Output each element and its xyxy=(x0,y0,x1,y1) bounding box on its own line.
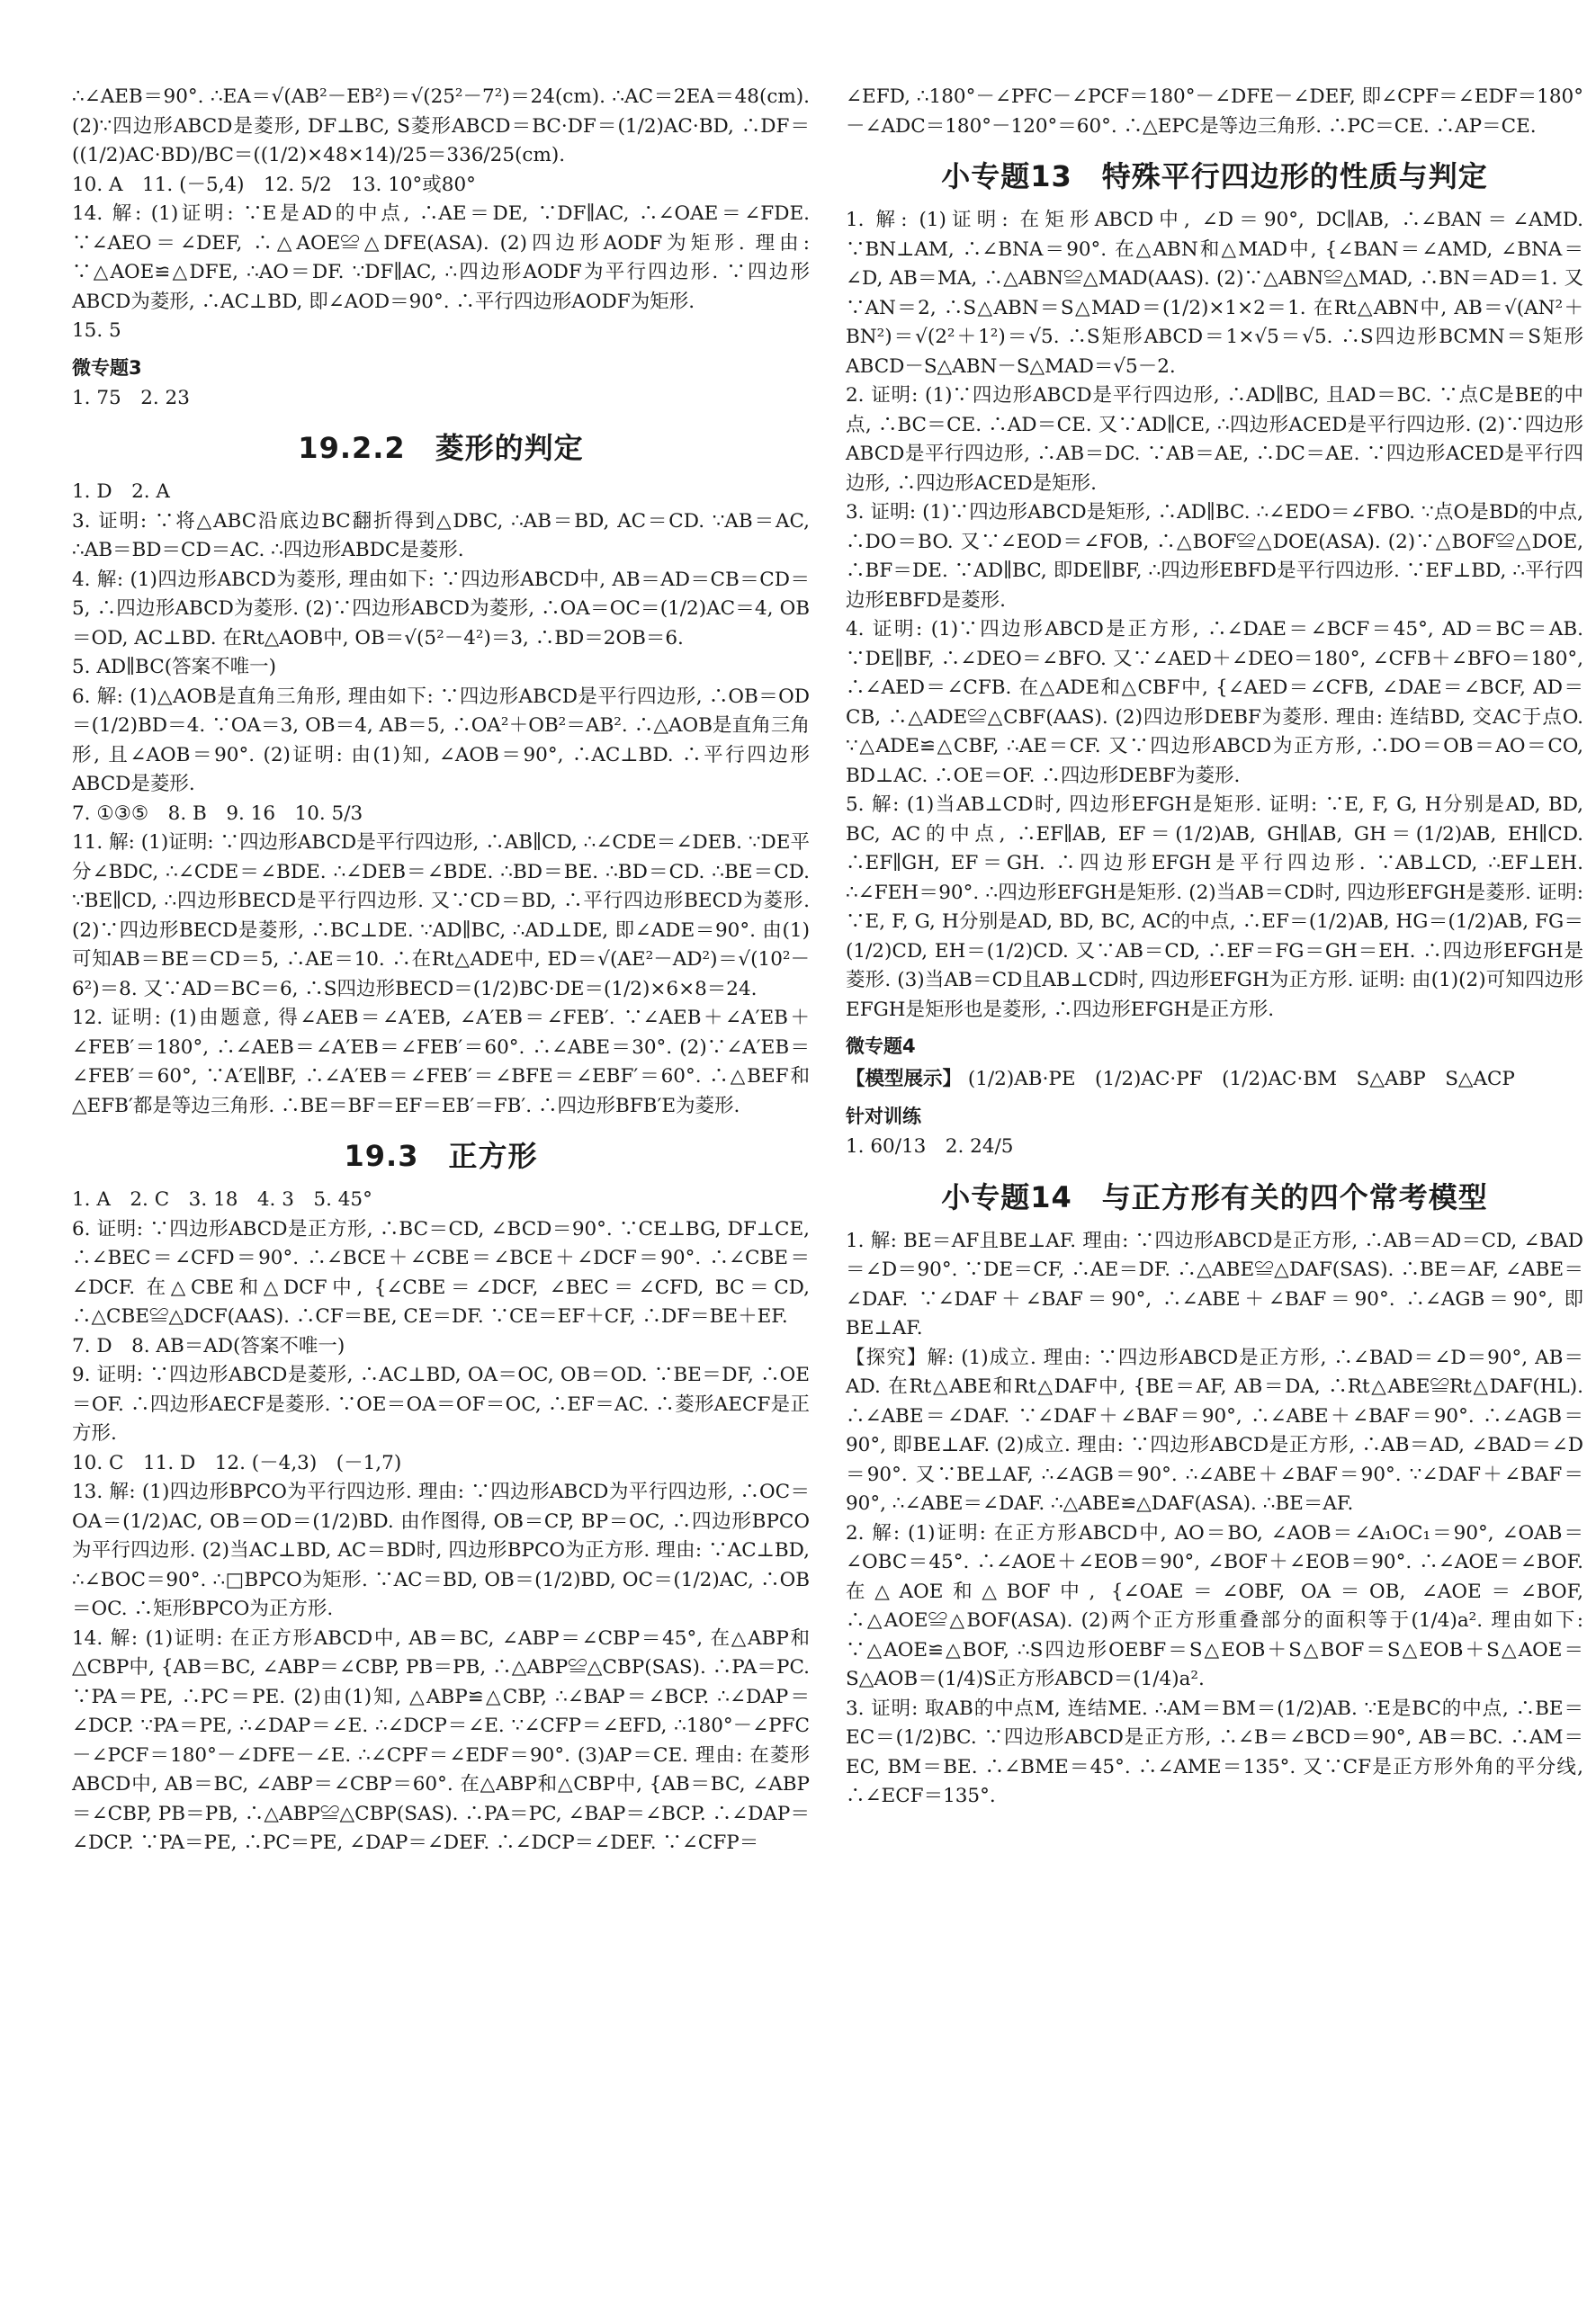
answer-paragraph: 4. 解: (1)四边形ABCD为菱形, 理由如下: ∵四边形ABCD中, AB＝AD＝CB＝CD＝5, ∴四边形ABCD为菱形. (2)∵四边形ABCD为菱形, ∴OA＝OC＝(1/2)AC＝4, OB＝OD, AC⊥BD. 在Rt△AOB中, OB＝√(5²－4²)＝3, ∴BD＝2OB＝6. xyxy=(72,568,810,649)
answer-paragraph: 15. 5 xyxy=(72,319,121,342)
answer-paragraph: 1. A 2. C 3. 18 4. 3 5. 45° xyxy=(72,1188,372,1211)
right-column xyxy=(846,83,1583,1812)
section-heading: 小专题13 特殊平行四边形的性质与判定 xyxy=(941,159,1488,193)
answer-paragraph: ∴∠AEB＝90°. ∴EA＝√(AB²－EB²)＝√(25²－7²)＝24(cm). ∴AC＝2EA＝48(cm). (2)∵四边形ABCD是菱形, DF⊥BC, S菱形ABCD＝BC·DF＝(1/2)AC·BD, ∴DF＝((1/2)AC·BD)/BC＝((1/2)×48×14)/25＝336/25(cm). xyxy=(72,85,810,166)
answer-paragraph: 2. 解: (1)证明: 在正方形ABCD中, AO＝BO, ∠AOB＝∠A₁OC₁＝90°, ∠OAB＝∠OBC＝45°. ∴∠AOE＋∠EOB＝90°, ∠BOF＋∠EOB＝90°. ∴∠AOE＝∠BOF. 在△AOE和△BOF中, {∠OAE＝∠OBF, OA＝OB, ∠AOE＝∠BOF, ∴△AOE≌△BOF(ASA). (2)两个正方形重叠部分的面积等于(1/4)a². 理由如下: ∵△AOE≌△BOF, ∴S四边形OEBF＝S△EOB＋S△BOF＝S△EOB＋S△AOE＝S△AOB＝(1/4)S正方形ABCD＝(1/4)a². xyxy=(846,1521,1583,1690)
model-text: (1/2)AB·PE (1/2)AC·PF (1/2)AC·BM S△ABP S△ACP xyxy=(967,1068,1515,1090)
answer-paragraph: ∠EFD, ∴180°－∠PFC－∠PCF＝180°－∠DFE－∠DEF, 即∠CPF＝∠EDF＝180°－∠ADC＝180°－120°＝60°. ∴△EPC是等边三角形. ∴PC＝CE. ∴AP＝CE. xyxy=(846,85,1583,138)
model-display xyxy=(846,1064,1583,1095)
answer-paragraph: 2. 证明: (1)∵四边形ABCD是平行四边形, ∴AD∥BC, 且AD＝BC. ∵点C是BE的中点, ∴BC＝CE. ∴AD＝CE. 又∵AD∥CE, ∴四边形ACED是平行四边形. (2)∵四边形ABCD是平行四边形, ∴AB＝DC. ∵AB＝AE, ∴DC＝AE. ∵四边形ACED是平行四边形, ∴四边形ACED是矩形. xyxy=(846,384,1583,495)
sub-heading: 微专题4 xyxy=(846,1035,916,1057)
section-heading: 19.2.2 菱形的判定 xyxy=(298,431,584,465)
section-heading: 19.3 正方形 xyxy=(344,1139,538,1173)
answer-paragraph: 1. 解: BE＝AF且BE⊥AF. 理由: ∵四边形ABCD是正方形, ∴AB＝AD＝CD, ∠BAD＝∠D＝90°. ∵DE＝CF, ∴AE＝DF. ∴△ABE≌△DAF(SAS). ∴BE＝AF, ∠ABE＝∠DAF. ∵∠DAF＋∠BAF＝90°, ∴∠ABE＋∠BAF＝90°. ∴∠AGB＝90°, 即BE⊥AF. xyxy=(846,1229,1583,1339)
answer-paragraph: 1. 解: (1)证明: 在矩形ABCD中, ∠D＝90°, DC∥AB, ∴∠BAN＝∠AMD. ∵BN⊥AM, ∴∠BNA＝90°. 在△ABN和△MAD中, {∠BAN＝∠AMD, ∠BNA＝∠D, AB＝MA, ∴△ABN≌△MAD(AAS). (2)∵△ABN≌△MAD, ∴BN＝AD＝1. 又∵AN＝2, ∴S△ABN＝S△MAD＝(1/2)×1×2＝1. 在Rt△ABN中, AB＝√(AN²＋BN²)＝√(2²＋1²)＝√5. ∴S矩形ABCD＝1×√5＝√5. ∴S四边形BCMN＝S矩形ABCD－S△ABN－S△MAD＝√5－2. xyxy=(846,209,1583,378)
answer-paragraph: 3. 证明: ∵将△ABC沿底边BC翻折得到△DBC, ∴AB＝BD, AC＝CD. ∵AB＝AC, ∴AB＝BD＝CD＝AC. ∴四边形ABDC是菱形. xyxy=(72,509,810,561)
section-heading: 小专题14 与正方形有关的四个常考模型 xyxy=(941,1179,1488,1214)
answer-paragraph: 10. A 11. (－5,4) 12. 5/2 13. 10°或80° xyxy=(72,173,476,196)
answer-paragraph: 10. C 11. D 12. (－4,3) (－1,7) xyxy=(72,1451,402,1474)
sub-heading: 微专题3 xyxy=(72,356,142,379)
answer-paragraph: 3. 证明: 取AB的中点M, 连结ME. ∴AM＝BM＝(1/2)AB. ∵E是BC的中点, ∴BE＝EC＝(1/2)BC. ∵四边形ABCD是正方形, ∴∠B＝∠BCD＝90°, AB＝BC. ∴AM＝EC, BM＝BE. ∴∠BME＝45°. ∴∠AME＝135°. 又∵CF是正方形外角的平分线, ∴∠ECF＝135°. xyxy=(846,1697,1583,1807)
answer-paragraph: 1. 75 2. 23 xyxy=(72,386,190,409)
sub-heading: 针对训练 xyxy=(846,1106,921,1127)
answer-paragraph: 12. 证明: (1)由题意, 得∠AEB＝∠A′EB, ∠A′EB＝∠FEB′. ∵∠AEB＋∠A′EB＋∠FEB′＝180°, ∴∠AEB＝∠A′EB＝∠FEB′＝60°. ∴∠ABE＝30°. (2)∵∠A′EB＝∠FEB′＝60°, ∵A′E∥BF, ∴∠A′EB＝∠FEB′＝∠BFE＝∠EBF′＝60°. ∴△BEF和△EFB′都是等边三角形. ∴BE＝BF＝EF＝EB′＝FB′. ∴四边形BFB′E为菱形. xyxy=(72,1007,810,1117)
answer-paragraph: 5. AD∥BC(答案不唯一) xyxy=(72,656,276,678)
answer-paragraph: 1. D 2. A xyxy=(72,480,170,503)
model-tag: 【模型展示】 xyxy=(846,1068,963,1090)
answer-paragraph: 11. 解: (1)证明: ∵四边形ABCD是平行四边形, ∴AB∥CD, ∴∠CDE＝∠DEB. ∵DE平分∠BDC, ∴∠CDE＝∠BDE. ∴∠DEB＝∠BDE. ∴BD＝BE. ∴BD＝CD. ∴BE＝CD. ∵BE∥CD, ∴四边形BECD是平行四边形. 又∵CD＝BD, ∴平行四边形BECD为菱形. (2)∵四边形BECD是菱形, ∴BC⊥DE. ∵AD∥BC, ∴AD⊥DE, 即∠ADE＝90°. 由(1)可知AB＝BE＝CD＝5, ∴AE＝10. ∴在Rt△ADE中, ED＝√(AE²－AD²)＝√(10²－6²)＝8. 又∵AD＝BC＝6, ∴S四边形BECD＝(1/2)BC·DE＝(1/2)×6×8＝24. xyxy=(72,831,810,1000)
left-column xyxy=(72,83,810,1859)
answer-paragraph: 7. D 8. AB＝AD(答案不唯一) xyxy=(72,1334,345,1357)
answer-paragraph: 1. 60/13 2. 24/5 xyxy=(846,1135,1014,1158)
answer-paragraph: 7. ①③⑤ 8. B 9. 16 10. 5/3 xyxy=(72,802,363,825)
answer-paragraph: 3. 证明: (1)∵四边形ABCD是矩形, ∴AD∥BC. ∴∠EDO＝∠FBO. ∵点O是BD的中点, ∴DO＝BO. 又∵∠EOD＝∠FOB, ∴△BOF≌△DOE(ASA). (2)∵△BOF≌△DOE, ∴BF＝DE. ∵AD∥BC, 即DE∥BF, ∴四边形EBFD是平行四边形. ∵EF⊥BD, ∴平行四边形EBFD是菱形. xyxy=(846,501,1583,612)
answer-paragraph: 6. 证明: ∵四边形ABCD是正方形, ∴BC＝CD, ∠BCD＝90°. ∵CE⊥BG, DF⊥CE, ∴∠BEC＝∠CFD＝90°. ∴∠BCE＋∠CBE＝∠BCE＋∠DCF＝90°. ∴∠CBE＝∠DCF. 在△CBE和△DCF中, {∠CBE＝∠DCF, ∠BEC＝∠CFD, BC＝CD, ∴△CBE≌△DCF(AAS). ∴CF＝BE, CE＝DF. ∵CE＝EF＋CF, ∴DF＝BE＋EF. xyxy=(72,1217,810,1328)
answer-paragraph: 9. 证明: ∵四边形ABCD是菱形, ∴AC⊥BD, OA＝OC, OB＝OD. ∵BE＝DF, ∴OE＝OF. ∴四边形AECF是菱形. ∵OE＝OA＝OF＝OC, ∴EF＝AC. ∴菱形AECF是正方形. xyxy=(72,1364,810,1445)
answer-paragraph: 14. 解: (1)证明: 在正方形ABCD中, AB＝BC, ∠ABP＝∠CBP＝45°, 在△ABP和△CBP中, {AB＝BC, ∠ABP＝∠CBP, PB＝PB, ∴△ABP≌△CBP(SAS). ∴PA＝PC. ∵PA＝PE, ∴PC＝PE. (2)由(1)知, △ABP≌△CBP, ∴∠BAP＝∠BCP. ∴∠DAP＝∠DCP. ∵PA＝PE, ∴∠DAP＝∠E. ∴∠DCP＝∠E. ∵∠CFP＝∠EFD, ∴180°－∠PFC－∠PCF＝180°－∠DFE－∠E. ∴∠CPF＝∠EDF＝90°. (3)AP＝CE. 理由: 在菱形ABCD中, AB＝BC, ∠ABP＝∠CBP＝60°. 在△ABP和△CBP中, {AB＝BC, ∠ABP＝∠CBP, PB＝PB, ∴△ABP≌△CBP(SAS). ∴PA＝PC, ∠BAP＝∠BCP. ∴∠DAP＝∠DCP. ∵PA＝PE, ∴PC＝PE, ∠DAP＝∠DEF. ∴∠DCP＝∠DEF. ∵∠CFP＝ xyxy=(72,1626,810,1854)
answer-paragraph: 13. 解: (1)四边形BPCO为平行四边形. 理由: ∵四边形ABCD为平行四边形, ∴OC＝OA＝(1/2)AC, OB＝OD＝(1/2)BD. 由作图得, OB＝CP, BP＝OC, ∴四边形BPCO为平行四边形. (2)当AC⊥BD, AC＝BD时, 四边形BPCO为正方形. 理由: ∵AC⊥BD, ∴∠BOC＝90°. ∴□BPCO为矩形. ∵AC＝BD, OB＝(1/2)BD, OC＝(1/2)AC, ∴OB＝OC. ∴矩形BPCO为正方形. xyxy=(72,1481,810,1620)
answer-paragraph: 14. 解: (1)证明: ∵E是AD的中点, ∴AE＝DE, ∵DF∥AC, ∴∠OAE＝∠FDE. ∵∠AEO＝∠DEF, ∴△AOE≌△DFE(ASA). (2)四边形AODF为矩形. 理由: ∵△AOE≌△DFE, ∴AO＝DF. ∵DF∥AC, ∴四边形AODF为平行四边形. ∵四边形ABCD为菱形, ∴AC⊥BD, 即∠AOD＝90°. ∴平行四边形AODF为矩形. xyxy=(72,202,810,313)
answer-paragraph: 5. 解: (1)当AB⊥CD时, 四边形EFGH是矩形. 证明: ∵E, F, G, H分别是AD, BD, BC, AC的中点, ∴EF∥AB, EF＝(1/2)AB, GH∥AB, GH＝(1/2)AB, EH∥CD. ∴EF∥GH, EF＝GH. ∴四边形EFGH是平行四边形. ∵AB⊥CD, ∴EF⊥EH. ∴∠FEH＝90°. ∴四边形EFGH是矩形. (2)当AB＝CD时, 四边形EFGH是菱形. 证明: ∵E, F, G, H分别是AD, BD, BC, AC的中点, ∴EF＝(1/2)AB, HG＝(1/2)AB, FG＝(1/2)CD, EH＝(1/2)CD. 又∵AB＝CD, ∴EF＝FG＝GH＝EH. ∴四边形EFGH是菱形. (3)当AB＝CD且AB⊥CD时, 四边形EFGH为正方形. 证明: 由(1)(2)可知四边形EFGH是矩形也是菱形, ∴四边形EFGH是正方形. xyxy=(846,793,1583,1021)
answer-paragraph: 6. 解: (1)△AOB是直角三角形, 理由如下: ∵四边形ABCD是平行四边形, ∴OB＝OD＝(1/2)BD＝4. ∵OA＝3, OB＝4, AB＝5, ∴OA²＋OB²＝AB². ∴△AOB是直角三角形, 且∠AOB＝90°. (2)证明: 由(1)知, ∠AOB＝90°, ∴AC⊥BD. ∴平行四边形ABCD是菱形. xyxy=(72,685,810,795)
answer-paragraph: 4. 证明: (1)∵四边形ABCD是正方形, ∴∠DAE＝∠BCF＝45°, AD＝BC＝AB. ∵DE∥BF, ∴∠DEO＝∠BFO. 又∵∠AED＋∠DEO＝180°, ∠CFB＋∠BFO＝180°, ∴∠AED＝∠CFB. 在△ADE和△CBF中, {∠AED＝∠CFB, ∠DAE＝∠BCF, AD＝CB, ∴△ADE≌△CBF(AAS). (2)四边形DEBF为菱形. 理由: 连结BD, 交AC于点O. ∵△ADE≌△CBF, ∴AE＝CF. 又∵四边形ABCD为正方形, ∴DO＝OB＝AO＝CO, BD⊥AC. ∴OE＝OF. ∴四边形DEBF为菱形. xyxy=(846,618,1583,787)
answer-paragraph: 【探究】解: (1)成立. 理由: ∵四边形ABCD是正方形, ∴∠BAD＝∠D＝90°, AB＝AD. 在Rt△ABE和Rt△DAF中, {BE＝AF, AB＝DA, ∴Rt△ABE≌Rt△DAF(HL). ∴∠ABE＝∠DAF. ∵∠DAF＋∠BAF＝90°, ∴∠ABE＋∠BAF＝90°. ∴∠AGB＝90°, 即BE⊥AF. (2)成立. 理由: ∵四边形ABCD是正方形, ∴AB＝AD, ∠BAD＝∠D＝90°. 又∵BE⊥AF, ∴∠AGB＝90°. ∴∠ABE＋∠BAF＝90°. ∵∠DAF＋∠BAF＝90°, ∴∠ABE＝∠DAF. ∴△ABE≌△DAF(ASA). ∴BE＝AF. xyxy=(846,1346,1583,1515)
